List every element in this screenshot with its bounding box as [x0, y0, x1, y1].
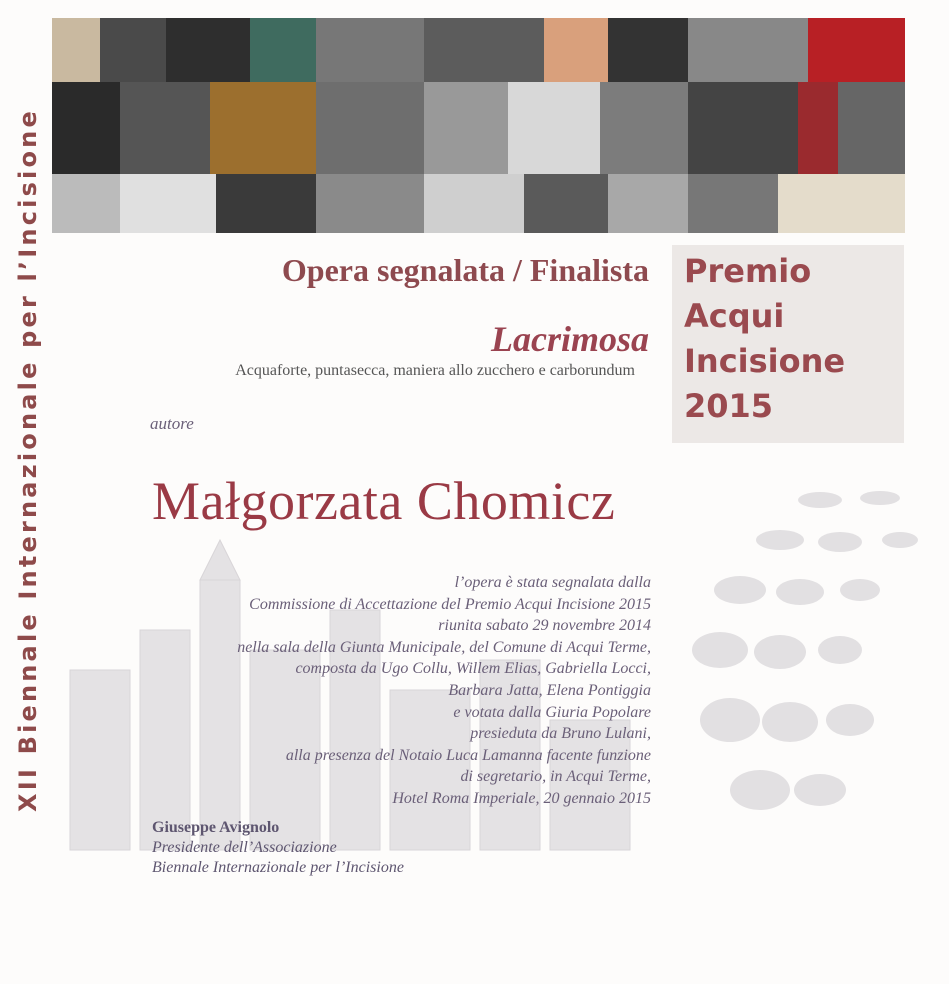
citation-line: presieduta da Bruno Lulani, — [470, 725, 651, 743]
artist-name: Małgorzata Chomicz — [152, 471, 616, 531]
citation-line: e votata dalla Giuria Popolare — [453, 703, 651, 721]
citation-line: Hotel Roma Imperiale, 20 gennaio 2015 — [392, 789, 651, 807]
autore-label: autore — [150, 414, 194, 433]
premio-line-4: 2015 — [684, 387, 774, 425]
citation-line: composta da Ugo Collu, Willem Elias, Gabriella Locci, — [295, 660, 651, 678]
citation-text — [237, 572, 651, 810]
decorative-dots-pattern — [640, 470, 940, 830]
citation-line: l’opera è stata segnalata dalla — [454, 574, 651, 591]
work-title: Lacrimosa — [491, 319, 649, 359]
citation-line: di segretario, in Acqui Terme, — [460, 768, 651, 786]
citation-line: nella sala della Giunta Municipale, del Comune di Acqui Terme, — [237, 638, 651, 656]
award-heading: Opera segnalata / Finalista — [281, 252, 649, 288]
citation-line: alla presenza del Notaio Luca Lamanna facente funzione — [285, 746, 651, 764]
work-technique: Acquaforte, puntasecca, maniera allo zucchero e carborundum — [235, 362, 635, 379]
premio-line-3: Incisione — [684, 342, 846, 380]
side-title-text: XII Biennale Internazionale per l’Incisione — [14, 108, 42, 812]
signatory-role-2: Biennale Internazionale per l’Incisione — [152, 859, 404, 876]
signatory-name: Giuseppe Avignolo — [152, 819, 280, 836]
citation-line: Barbara Jatta, Elena Pontiggia — [448, 681, 651, 699]
citation-line: riunita sabato 29 novembre 2014 — [438, 617, 651, 635]
citation-line: Commissione di Accettazione del Premio Acqui Incisione 2015 — [249, 595, 651, 613]
premio-line-1: Premio — [684, 252, 812, 290]
signature-block — [152, 818, 404, 878]
signatory-role-1: Presidente dell’Associazione — [152, 839, 337, 856]
premio-line-2: Acqui — [684, 297, 785, 335]
artwork-collage — [52, 18, 905, 233]
